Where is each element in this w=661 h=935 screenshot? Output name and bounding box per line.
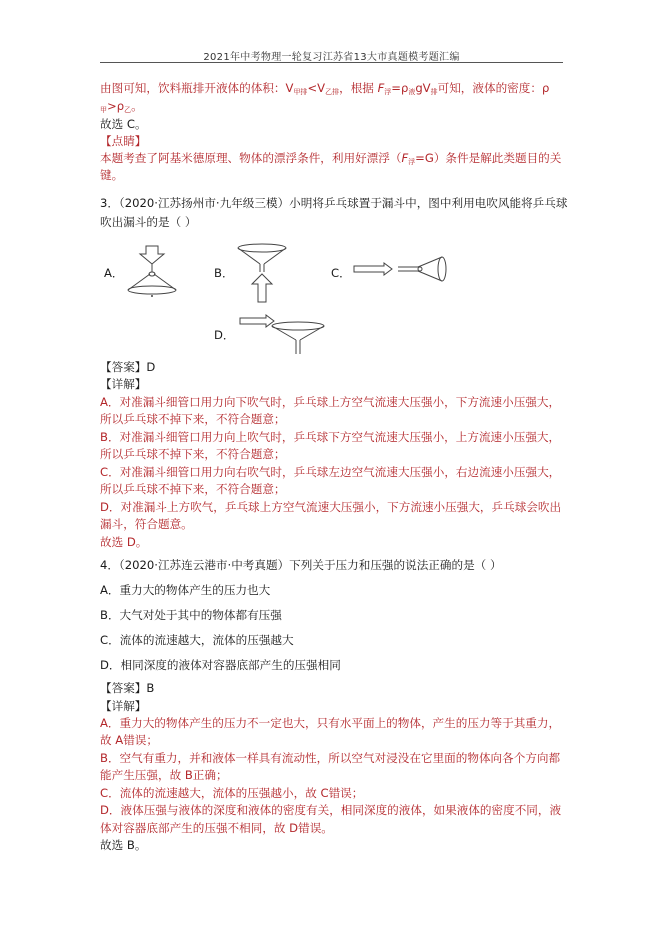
q3-detail-line: 漏斗，符合题意。 xyxy=(100,517,193,531)
q4-conclusion: 故选 B。 xyxy=(100,838,147,852)
q4-option-a: A．重力大的物体产生的压力也大 xyxy=(100,583,271,597)
q4-option-d: D．相同深度的液体对容器底部产生的压强相同 xyxy=(100,658,341,672)
q3-conclusion: 故选 D。 xyxy=(100,535,148,549)
q3-option-c-label: C． xyxy=(331,266,351,280)
q3-stem-line-2: 吹出漏斗的是（ ） xyxy=(100,215,197,229)
q4-detail-title: 【详解】 xyxy=(100,699,147,713)
q4-detail-line: 故 A错误； xyxy=(100,733,158,747)
q3-detail-line: A．对准漏斗细管口用力向下吹气时，乒乓球上方空气流速大压强小，下方流速小压强大， xyxy=(100,395,561,409)
q3-detail-line: 所以乒乓球不掉下来，不符合题意； xyxy=(100,447,286,461)
q3-option-d-label: D． xyxy=(214,328,235,342)
q3-option-b-label: B． xyxy=(214,266,234,280)
prev-solution-line-1: 由图可知，饮料瓶排开液体的体积：$V_{甲排}<V_{乙排}$，根据 $F_浮=\rho_液gV_排$可知，液体的密度：ρ xyxy=(100,81,550,96)
page-header: 2021年中考物理一轮复习江苏省13大市真题模考题汇编 xyxy=(203,52,460,63)
q3-option-a-label: A． xyxy=(104,266,124,280)
q3-detail-line: 所以乒乓球不掉下来，不符合题意； xyxy=(100,482,286,496)
q3-detail-line: D．对准漏斗上方吹气，乒乓球上方空气流速大压强小，下方流速小压强大，乒乓球会吹出 xyxy=(100,500,562,514)
q4-option-b: B．大气对处于其中的物体都有压强 xyxy=(100,608,282,622)
header-rule xyxy=(100,62,563,63)
q3-detail-title: 【详解】 xyxy=(100,377,147,391)
q4-detail-line: 能产生压强，故 B正确； xyxy=(100,768,228,782)
q3-detail-line: B．对准漏斗细管口用力向上吹气时，乒乓球下方空气流速大压强小，上方流速小压强大， xyxy=(100,430,561,444)
q4-detail-line: D．液体压强与液体的深度和液体的密度有关，相同深度的液体，如果液体的密度不同，液 xyxy=(100,803,562,817)
q4-answer: 【答案】B xyxy=(100,681,155,695)
q4-detail-line: 体对容器底部产生的压强不相同，故 D错误。 xyxy=(100,821,333,835)
q4-option-c: C．流体的流速越大，流体的压强越大 xyxy=(100,633,294,647)
comment-line-2: 键。 xyxy=(100,168,124,182)
q3-detail-line: C．对准漏斗细管口用力向右吹气时，乒乓球左边空气流速大压强小，右边流速小压强大， xyxy=(100,465,561,479)
funnel-figure-c xyxy=(352,254,452,284)
funnel-figure-b xyxy=(232,242,292,304)
q3-detail-line: 所以乒乓球不掉下来，不符合题意； xyxy=(100,412,286,426)
q3-stem-line-1: 3．（2020·江苏扬州市·九年级三模）小明将乒乓球置于漏斗中，图中利用电吹风能将乒乓球 xyxy=(100,196,568,210)
comment-line-1: 本题考查了阿基米德原理、物体的漂浮条件，利用好漂浮$(F_浮=G)$条件是解此类题目的关 xyxy=(100,151,562,166)
q4-detail-line: B．空气有重力，并和液体一样具有流动性，所以空气对浸没在它里面的物体向各个方向都 xyxy=(100,751,561,765)
funnel-figure-d xyxy=(238,312,338,356)
q3-answer: 【答案】D xyxy=(100,360,156,374)
comment-title: 【点睛】 xyxy=(100,134,147,148)
q4-stem: 4．（2020·江苏连云港市·中考真题）下列关于压力和压强的说法正确的是（ ） xyxy=(100,558,502,572)
prev-solution-line-2: $_甲>\rho_乙$。 xyxy=(100,99,143,114)
prev-answer: 故选 C。 xyxy=(100,117,147,131)
funnel-figure-a xyxy=(122,244,182,302)
q4-detail-line: A．重力大的物体产生的压力不一定也大，只有水平面上的物体，产生的压力等于其重力， xyxy=(100,716,561,730)
q4-detail-line: C．流体的流速越大，流体的压强越小，故 C错误； xyxy=(100,786,364,800)
